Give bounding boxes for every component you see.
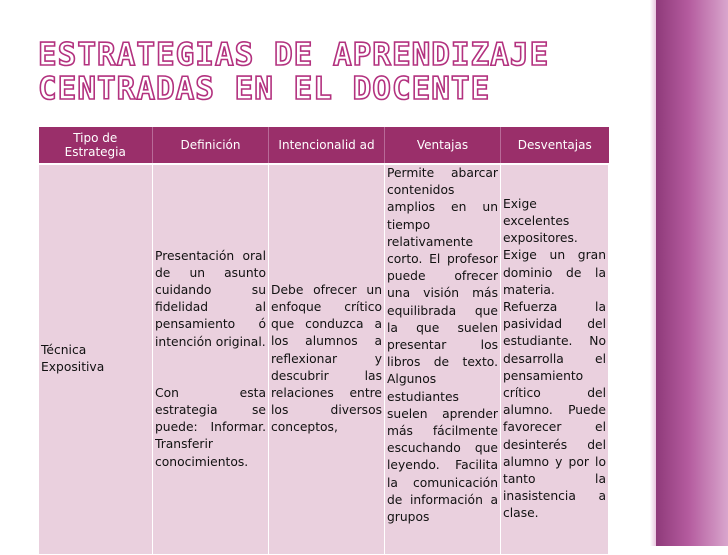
strategies-table (38, 127, 609, 555)
cell-tipo-text: Técnica Expositiva (41, 343, 105, 375)
header-desventajas: Desventajas (501, 127, 609, 164)
definicion-paragraph-1: Presentación oral de un asunto cuidando su fidelidad al pensamiento ó intención original. (155, 248, 266, 349)
table-header-row (39, 127, 609, 164)
cell-definicion (153, 164, 269, 554)
page-title (38, 38, 549, 106)
ventajas-text: Permite abarcar contenidos amplios en un tiempo relativamente corto. El profesor puede ofrecer una visión más equilibrada que la que suelen presentar los libros de texto. Algunos estudiantes suelen aprender más fácilmente escuchando que leyendo. Facilita la comunicación de información a grupos (387, 166, 498, 525)
definicion-paragraph-2: Con esta estrategia se puede: Informar. Transferir conocimientos. (155, 385, 266, 469)
header-definicion: Definición (153, 127, 269, 164)
cell-desventajas (501, 164, 609, 554)
page-title-line-2: CENTRADAS EN EL DOCENTE (38, 71, 491, 107)
intencionalidad-text: Debe ofrecer un enfoque crítico que conduzca a los alumnos a reflexionar y descubrir las relaciones entre los diversos conceptos, (271, 282, 382, 435)
header-intencionalidad: Intencionalid ad (269, 127, 385, 164)
decorative-side-bar (656, 0, 728, 546)
cell-tipo (39, 164, 153, 554)
table-row (39, 164, 609, 554)
page-title-line-1: ESTRATEGIAS DE APRENDIZAJE (38, 37, 550, 73)
header-ventajas: Ventajas (385, 127, 501, 164)
cell-ventajas (385, 164, 501, 554)
desventajas-text: Exige excelentes expositores. Exige un gran dominio de la materia. Refuerza la pasividad del estudiante. No desarrolla el pensamiento crítico del alumno. Puede favorecer el desinterés del alumno y por lo tanto la inasistencia a clase. (503, 196, 606, 521)
cell-intencionalidad (269, 164, 385, 554)
header-tipo-estrategia: Tipo de Estrategia (39, 127, 153, 164)
